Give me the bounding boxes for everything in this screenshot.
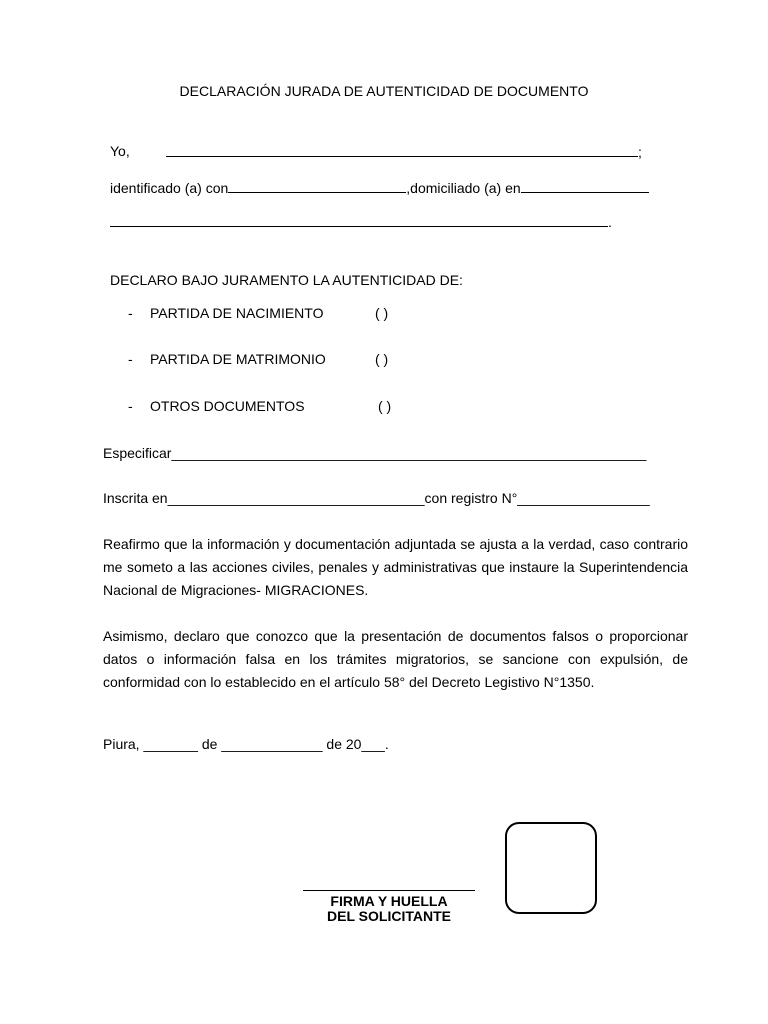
identificado-label: identificado (a) con: [110, 180, 229, 196]
name-end: ;: [638, 144, 642, 160]
option-label: PARTIDA DE NACIMIENTO: [150, 305, 324, 321]
registro-label: con registro N°: [424, 490, 518, 506]
declaro-heading: DECLARO BAJO JURAMENTO LA AUTENTICIDAD DE:: [110, 272, 463, 288]
name-field[interactable]: [166, 143, 642, 160]
reafirmo-paragraph: Reafirmo que la información y documentación adjuntada se ajusta a la verdad, caso contrario me someto a las acciones civiles, penales y administrativas que instaure la Superintendencia Nacional de Migraciones- MIGRACIONES.: [103, 536, 688, 598]
inscrita-blank[interactable]: _________________________________: [167, 490, 425, 506]
address-blank[interactable]: [521, 179, 649, 193]
option-label: PARTIDA DE MATRIMONIO: [150, 351, 326, 367]
especificar-line: [103, 445, 646, 461]
address-end: .: [608, 214, 612, 230]
address-blank-2: [110, 213, 608, 227]
especificar-blank[interactable]: _____________________________________________________________: [171, 445, 647, 461]
option-checkbox[interactable]: ( ): [375, 305, 389, 321]
name-blank: [166, 143, 638, 157]
inscrita-line: [103, 490, 650, 506]
id-line: [110, 179, 649, 196]
option-bullet: -: [128, 398, 133, 414]
option-checkbox[interactable]: ( ): [378, 398, 392, 414]
asimismo-paragraph: Asimismo, declaro que conozco que la presentación de documentos falsos o proporcionar datos o información falsa en los trámites migratorios, se sancione con expulsión, de conformidad con lo establecido en el artículo 58° del Decreto Legistivo N°1350.: [103, 628, 688, 690]
option-label: OTROS DOCUMENTOS: [150, 398, 305, 414]
signature-label-1: FIRMA Y HUELLA: [330, 893, 448, 909]
document-title: DECLARACIÓN JURADA DE AUTENTICIDAD DE DOCUMENTO: [179, 83, 589, 99]
address-continuation[interactable]: [110, 213, 612, 230]
signature-label-2: DEL SOLICITANTE: [327, 908, 451, 924]
inscrita-label: Inscrita en: [103, 490, 168, 506]
option-checkbox[interactable]: ( ): [375, 351, 389, 367]
domiciliado-label: ,domiciliado (a) en: [406, 180, 521, 196]
date-line[interactable]: Piura, _______ de _____________ de 20___.: [103, 736, 389, 752]
registro-blank[interactable]: _________________: [517, 490, 650, 506]
yo-label: Yo,: [110, 143, 130, 159]
id-blank[interactable]: [228, 179, 406, 193]
especificar-label: Especificar: [103, 445, 172, 461]
option-bullet: -: [128, 305, 133, 321]
fingerprint-box: [505, 822, 597, 914]
signature-line: [303, 890, 475, 891]
option-bullet: -: [128, 351, 133, 367]
